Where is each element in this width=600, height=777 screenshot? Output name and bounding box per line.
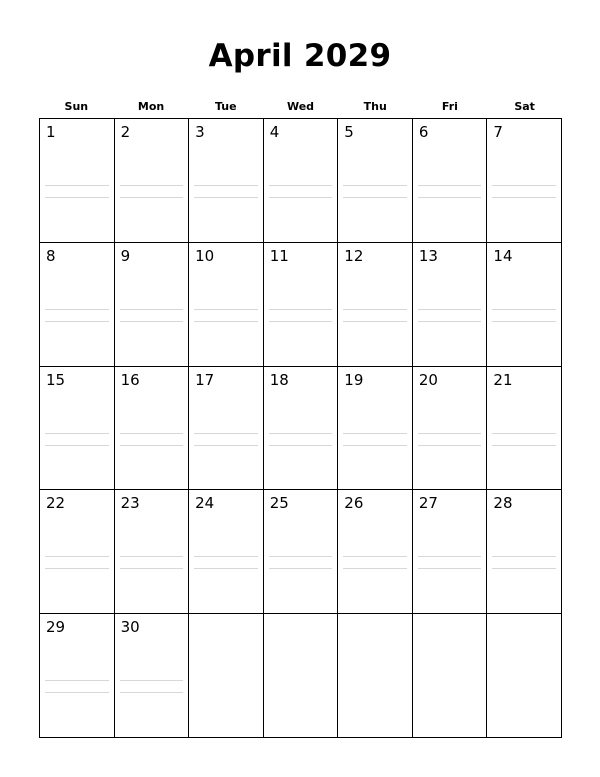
note-line bbox=[45, 185, 109, 186]
day-cell bbox=[487, 367, 562, 491]
weekday-tue: Tue bbox=[214, 100, 237, 113]
day-cell bbox=[264, 490, 339, 614]
calendar-title: April 2029 bbox=[208, 38, 392, 74]
day-number: 28 bbox=[493, 494, 513, 513]
day-cell bbox=[189, 490, 264, 614]
day-cell bbox=[487, 243, 562, 367]
day-number: 8 bbox=[46, 246, 56, 265]
note-line bbox=[269, 321, 333, 322]
day-cell bbox=[40, 614, 115, 738]
note-line bbox=[45, 309, 109, 310]
day-cell bbox=[487, 614, 562, 738]
note-line bbox=[120, 556, 184, 557]
day-number: 9 bbox=[120, 246, 131, 265]
note-line bbox=[120, 309, 184, 310]
day-number: 27 bbox=[418, 494, 438, 513]
note-line bbox=[343, 321, 407, 322]
day-number: 1 bbox=[46, 123, 56, 141]
day-cell bbox=[40, 243, 115, 367]
note-line bbox=[269, 556, 333, 557]
note-line bbox=[194, 433, 258, 434]
day-number: 25 bbox=[269, 494, 289, 513]
day-cell bbox=[338, 119, 413, 243]
note-line bbox=[120, 445, 184, 446]
day-number: 5 bbox=[344, 123, 354, 141]
day-cell bbox=[413, 367, 488, 491]
note-line bbox=[418, 321, 482, 322]
day-number: 20 bbox=[418, 370, 438, 389]
note-line bbox=[120, 197, 184, 198]
day-number: 2 bbox=[120, 123, 131, 141]
day-number: 4 bbox=[269, 123, 280, 141]
weekday-thu: Thu bbox=[363, 100, 387, 113]
note-line bbox=[269, 185, 333, 186]
day-cell bbox=[115, 243, 190, 367]
note-line bbox=[45, 433, 109, 434]
note-line bbox=[45, 321, 109, 322]
note-line bbox=[492, 556, 556, 557]
day-cell bbox=[264, 243, 339, 367]
day-cell bbox=[413, 119, 488, 243]
note-line bbox=[418, 568, 482, 569]
weekday-fri: Fri bbox=[441, 100, 458, 113]
note-line bbox=[269, 309, 333, 310]
day-number: 16 bbox=[120, 370, 140, 389]
note-line bbox=[194, 321, 258, 322]
day-cell bbox=[264, 367, 339, 491]
day-number: 29 bbox=[46, 618, 66, 637]
note-line bbox=[343, 433, 407, 434]
note-line bbox=[492, 309, 556, 310]
note-line bbox=[45, 445, 109, 446]
day-number: 15 bbox=[46, 370, 66, 389]
day-cell bbox=[338, 243, 413, 367]
day-cell bbox=[115, 367, 190, 491]
note-line bbox=[269, 568, 333, 569]
day-number: 26 bbox=[344, 494, 364, 513]
note-line bbox=[343, 568, 407, 569]
note-line bbox=[492, 197, 556, 198]
note-line bbox=[492, 321, 556, 322]
note-line bbox=[418, 309, 482, 310]
day-number: 24 bbox=[195, 494, 215, 513]
day-cell bbox=[40, 119, 115, 243]
note-line bbox=[418, 556, 482, 557]
day-number: 6 bbox=[418, 123, 429, 141]
note-line bbox=[45, 197, 109, 198]
day-number: 7 bbox=[493, 123, 503, 141]
day-number: 22 bbox=[46, 494, 66, 513]
day-cell bbox=[487, 490, 562, 614]
day-number: 13 bbox=[418, 246, 438, 265]
day-cell bbox=[413, 243, 488, 367]
note-line bbox=[194, 309, 258, 310]
note-line bbox=[492, 185, 556, 186]
weekday-header-row bbox=[39, 99, 562, 115]
day-number: 30 bbox=[120, 618, 140, 637]
day-number: 12 bbox=[344, 246, 364, 265]
weekday-wed: Wed bbox=[286, 100, 315, 113]
day-cell bbox=[189, 119, 264, 243]
note-line bbox=[343, 197, 407, 198]
day-cell bbox=[264, 614, 339, 738]
day-cell bbox=[115, 490, 190, 614]
weekday-sat: Sat bbox=[514, 100, 535, 113]
day-cell bbox=[487, 119, 562, 243]
note-line bbox=[269, 445, 333, 446]
day-cell bbox=[115, 119, 190, 243]
day-cell bbox=[40, 490, 115, 614]
note-line bbox=[418, 445, 482, 446]
note-line bbox=[418, 185, 482, 186]
day-cell bbox=[115, 614, 190, 738]
note-line bbox=[120, 568, 184, 569]
note-line bbox=[343, 309, 407, 310]
note-line bbox=[269, 433, 333, 434]
day-number: 23 bbox=[120, 494, 140, 513]
note-line bbox=[194, 197, 258, 198]
day-number: 17 bbox=[195, 370, 215, 389]
note-line bbox=[120, 692, 184, 693]
day-cell bbox=[413, 490, 488, 614]
weekday-mon: Mon bbox=[137, 100, 165, 113]
day-cell bbox=[338, 367, 413, 491]
day-cell bbox=[413, 614, 488, 738]
note-line bbox=[492, 568, 556, 569]
day-number: 3 bbox=[195, 123, 205, 141]
day-number: 18 bbox=[269, 370, 289, 389]
day-cell bbox=[40, 367, 115, 491]
note-line bbox=[120, 321, 184, 322]
day-cell bbox=[264, 119, 339, 243]
note-line bbox=[343, 556, 407, 557]
note-line bbox=[120, 185, 184, 186]
day-cell bbox=[338, 490, 413, 614]
note-line bbox=[492, 445, 556, 446]
note-line bbox=[120, 433, 184, 434]
day-number: 10 bbox=[195, 246, 215, 265]
day-number: 14 bbox=[493, 246, 513, 265]
note-line bbox=[194, 556, 258, 557]
note-line bbox=[418, 197, 482, 198]
day-cell bbox=[338, 614, 413, 738]
note-line bbox=[120, 680, 184, 681]
day-cell bbox=[189, 243, 264, 367]
day-number: 11 bbox=[269, 246, 289, 265]
day-number: 21 bbox=[493, 370, 513, 389]
note-line bbox=[194, 185, 258, 186]
note-line bbox=[418, 433, 482, 434]
day-number: 19 bbox=[344, 370, 364, 389]
weekday-sun: Sun bbox=[64, 100, 89, 113]
note-line bbox=[45, 692, 109, 693]
note-line bbox=[45, 680, 109, 681]
day-cell bbox=[189, 614, 264, 738]
calendar-grid bbox=[39, 118, 562, 738]
note-line bbox=[343, 185, 407, 186]
note-line bbox=[194, 445, 258, 446]
note-line bbox=[45, 568, 109, 569]
note-line bbox=[343, 445, 407, 446]
note-line bbox=[45, 556, 109, 557]
day-cell bbox=[189, 367, 264, 491]
note-line bbox=[269, 197, 333, 198]
note-line bbox=[194, 568, 258, 569]
note-line bbox=[492, 433, 556, 434]
